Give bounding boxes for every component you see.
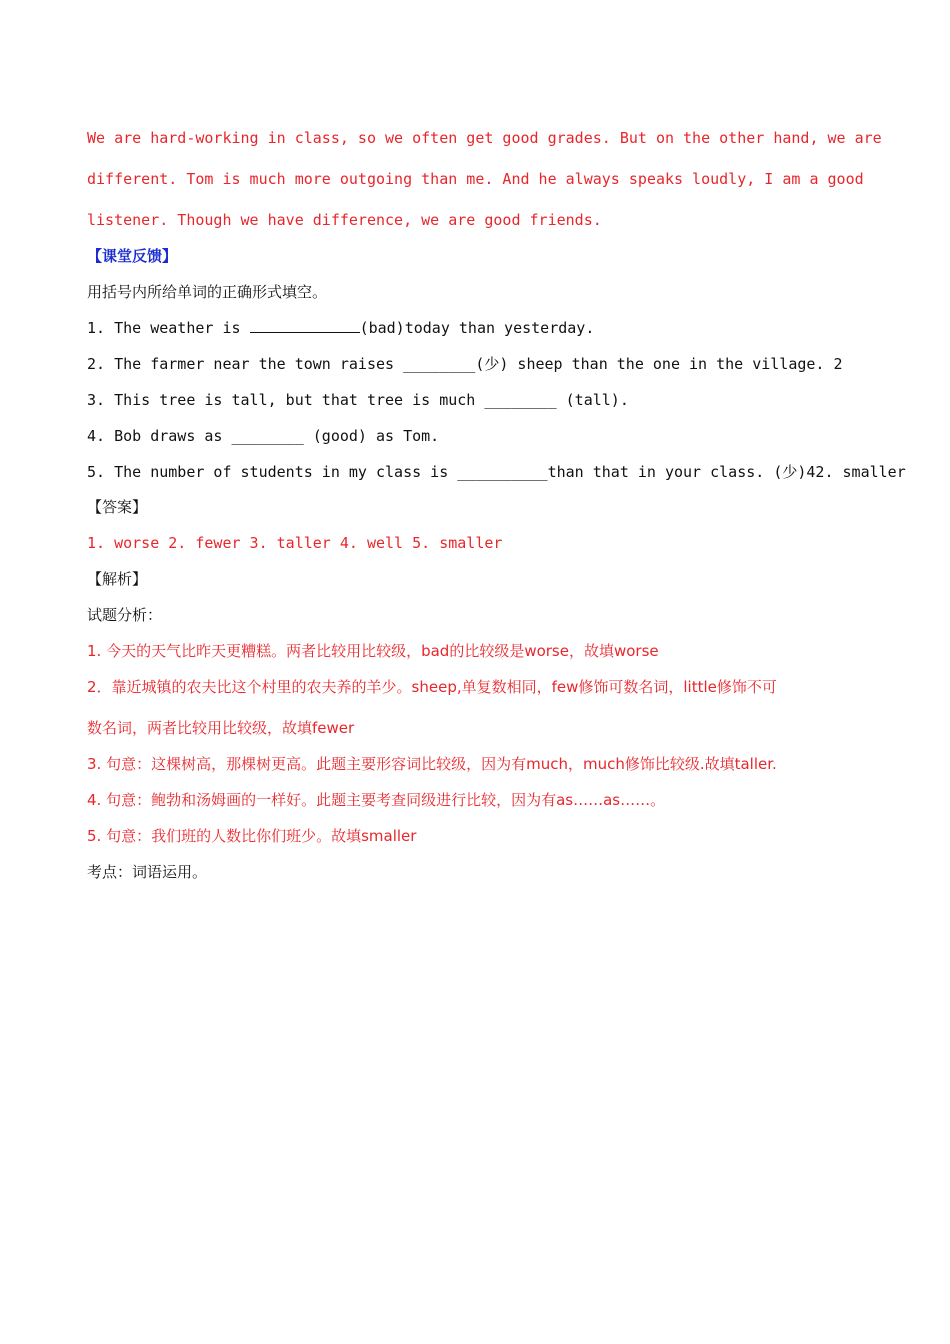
analysis-item-2-line-2: 数名词，两者比较用比较级，故填fewer: [87, 719, 355, 737]
feedback-heading: 【课堂反馈】: [87, 247, 178, 265]
question-1-post: (bad)today than yesterday.: [359, 319, 595, 337]
question-3: 3. This tree is tall, but that tree is much ________ (tall).: [87, 391, 629, 409]
question-2: 2. The farmer near the town raises ________(少) sheep than the one in the village. 2: [87, 355, 843, 373]
answers-heading: 【答案】: [87, 498, 148, 516]
question-5: 5. The number of students in my class is __________than that in your class. (少)42. smaller: [87, 463, 906, 481]
analysis-heading: 【解析】: [87, 570, 148, 588]
question-1-blank: [250, 318, 360, 333]
analysis-intro: 试题分析：: [87, 606, 163, 624]
question-1: [87, 318, 594, 338]
analysis-item-5: 5. 句意：我们班的人数比你们班少。故填smaller: [87, 827, 417, 845]
answers-text: 1. worse 2. fewer 3. taller 4. well 5. smaller: [87, 534, 503, 552]
question-1-pre: 1. The weather is: [87, 319, 250, 337]
analysis-point: 考点：词语运用。: [87, 863, 208, 881]
analysis-item-3: 3. 句意：这棵树高，那棵树更高。此题主要形容词比较级，因为有much，much修饰比较级.故填taller.: [87, 755, 777, 773]
passage-line-2: different. Tom is much more outgoing than me. And he always speaks loudly, I am a good: [87, 170, 864, 188]
passage-line-3: listener. Though we have difference, we are good friends.: [87, 211, 602, 229]
passage-line-1: We are hard-working in class, so we often get good grades. But on the other hand, we are: [87, 129, 882, 147]
analysis-item-2-line-1: 2．靠近城镇的农夫比这个村里的农夫养的羊少。sheep,单复数相同，few修饰可数名词，little修饰不可: [87, 678, 777, 696]
question-4: 4. Bob draws as ________ (good) as Tom.: [87, 427, 440, 445]
analysis-item-4: 4. 句意：鲍勃和汤姆画的一样好。此题主要考查同级进行比较，因为有as……as……。: [87, 791, 666, 809]
analysis-item-1: 1. 今天的天气比昨天更糟糕。两者比较用比较级，bad的比较级是worse，故填worse: [87, 642, 659, 660]
feedback-instruction: 用括号内所给单词的正确形式填空。: [87, 283, 328, 301]
